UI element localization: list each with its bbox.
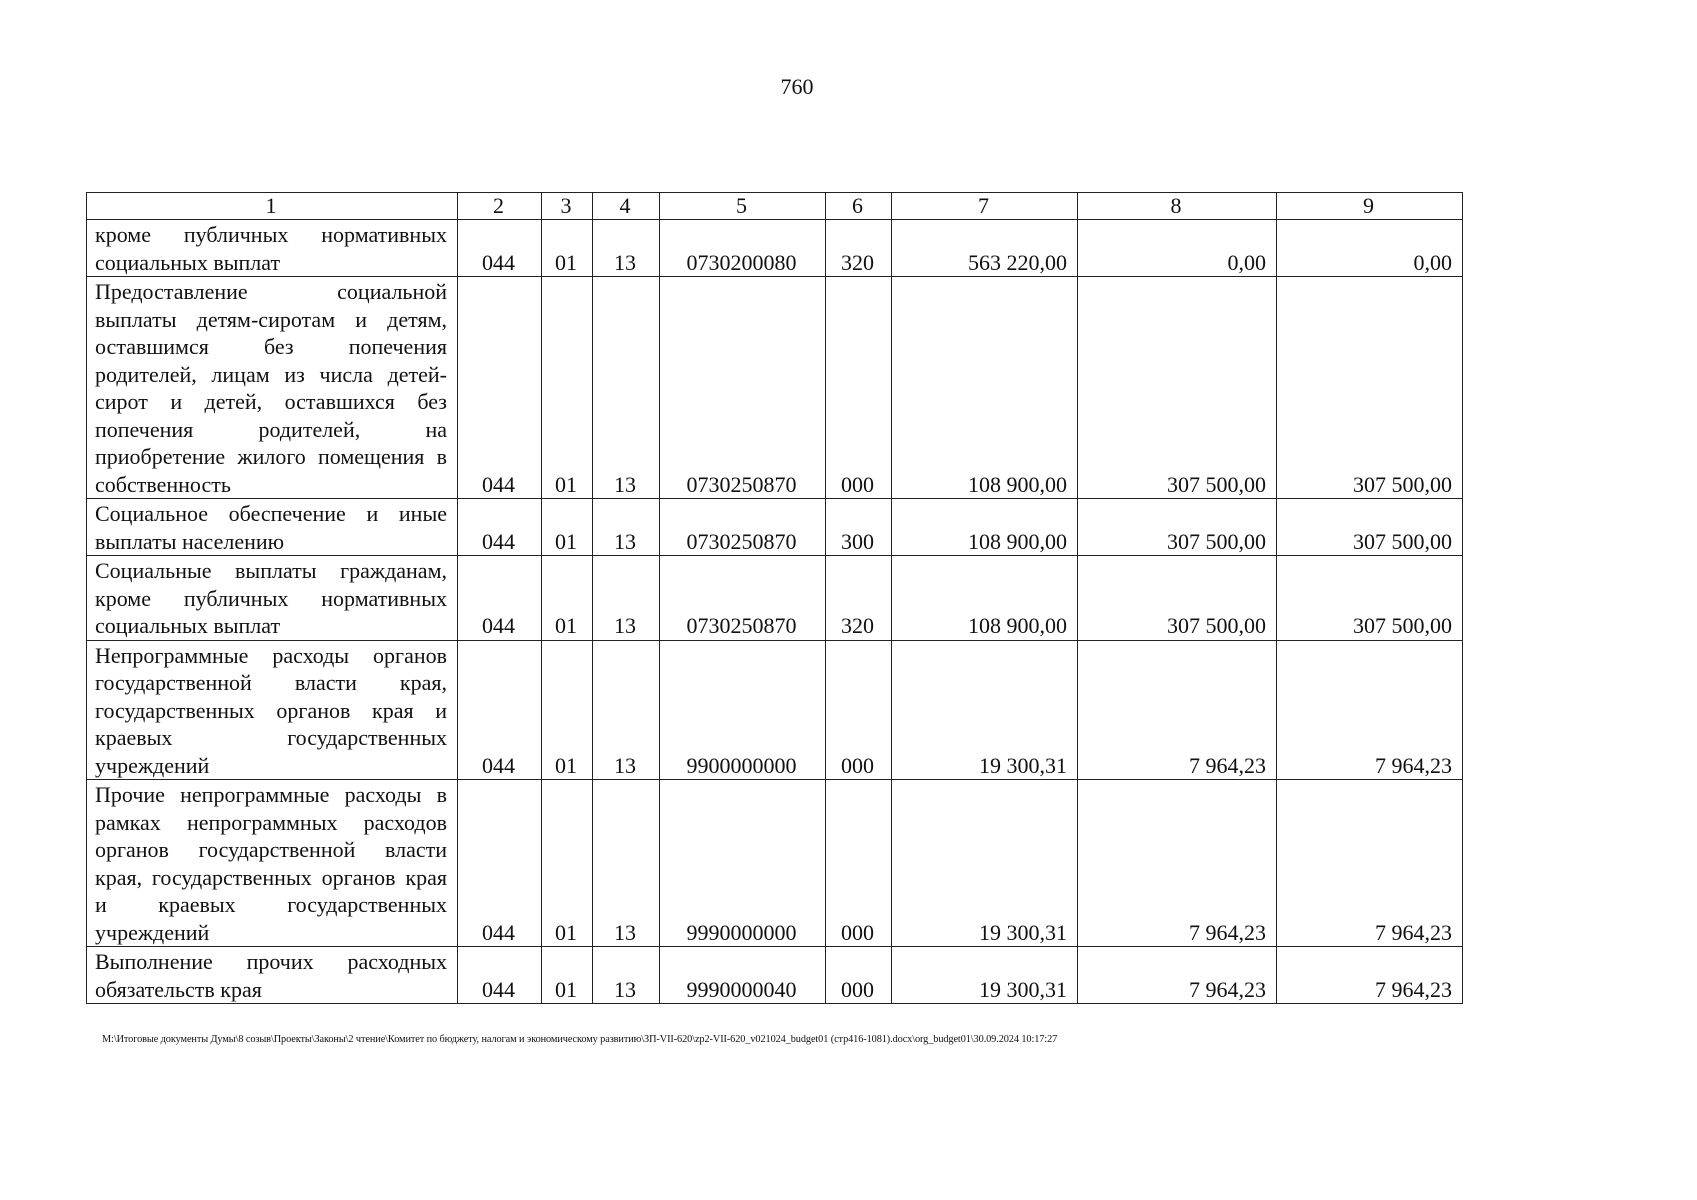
target-article-code: 0730250870 — [660, 499, 826, 556]
table-header-row — [87, 193, 1463, 220]
subsection-code: 13 — [593, 947, 660, 1004]
expense-type-code: 300 — [826, 499, 892, 556]
amount-col8: 7 964,23 — [1078, 947, 1277, 1004]
amount-col7: 19 300,31 — [892, 947, 1078, 1004]
column-header: 8 — [1078, 193, 1277, 220]
page-number: 760 — [780, 74, 814, 99]
table-row — [87, 277, 1463, 499]
amount-col7: 19 300,31 — [892, 780, 1078, 947]
column-header: 9 — [1277, 193, 1463, 220]
expense-type-code: 000 — [826, 780, 892, 947]
row-description: Социальные выплаты гражданам, кроме публичных нормативных социальных выплат — [87, 556, 458, 641]
table-row — [87, 780, 1463, 947]
section-code: 01 — [542, 947, 593, 1004]
section-code: 01 — [542, 556, 593, 641]
row-description: кроме публичных нормативных социальных выплат — [87, 220, 458, 277]
target-article-code: 9900000000 — [660, 640, 826, 780]
row-description: Предоставление социальной выплаты детям-сиротам и детям, оставшимся без попечения родителей, лицам из числа детей-сирот и детей, оставшихся без попечения родителей, на приобретение жилого помещения в собственность — [87, 277, 458, 499]
document-path-footer: M:\Итоговые документы Думы\8 созыв\Проекты\Законы\2 чтение\Комитет по бюджету, налогам и экономическому развитию\ЗП-VII-620\zp2-VII-620_v021024_budget01 (стр416-1081).docx\org_budget01\30.09.2024 10:17:27 — [102, 1034, 1058, 1045]
target-article-code: 0730250870 — [660, 277, 826, 499]
amount-col9: 7 964,23 — [1277, 640, 1463, 780]
column-header: 7 — [892, 193, 1078, 220]
table-row — [87, 499, 1463, 556]
amount-col7: 108 900,00 — [892, 277, 1078, 499]
amount-col8: 7 964,23 — [1078, 640, 1277, 780]
ministry-code: 044 — [458, 277, 542, 499]
ministry-code: 044 — [458, 556, 542, 641]
column-header: 1 — [87, 193, 458, 220]
ministry-code: 044 — [458, 499, 542, 556]
amount-col9: 7 964,23 — [1277, 947, 1463, 1004]
table-row — [87, 556, 1463, 641]
amount-col7: 108 900,00 — [892, 556, 1078, 641]
amount-col9: 7 964,23 — [1277, 780, 1463, 947]
amount-col9: 0,00 — [1277, 220, 1463, 277]
target-article-code: 0730200080 — [660, 220, 826, 277]
target-article-code: 9990000000 — [660, 780, 826, 947]
column-header: 3 — [542, 193, 593, 220]
subsection-code: 13 — [593, 277, 660, 499]
expense-type-code: 320 — [826, 556, 892, 641]
expense-type-code: 320 — [826, 220, 892, 277]
target-article-code: 0730250870 — [660, 556, 826, 641]
row-description: Социальное обеспечение и иные выплаты населению — [87, 499, 458, 556]
amount-col8: 7 964,23 — [1078, 780, 1277, 947]
amount-col8: 307 500,00 — [1078, 556, 1277, 641]
section-code: 01 — [542, 499, 593, 556]
amount-col8: 307 500,00 — [1078, 277, 1277, 499]
section-code: 01 — [542, 780, 593, 947]
ministry-code: 044 — [458, 780, 542, 947]
section-code: 01 — [542, 277, 593, 499]
amount-col7: 563 220,00 — [892, 220, 1078, 277]
amount-col7: 108 900,00 — [892, 499, 1078, 556]
subsection-code: 13 — [593, 780, 660, 947]
ministry-code: 044 — [458, 640, 542, 780]
table-row — [87, 640, 1463, 780]
table-row — [87, 947, 1463, 1004]
target-article-code: 9990000040 — [660, 947, 826, 1004]
section-code: 01 — [542, 220, 593, 277]
amount-col9: 307 500,00 — [1277, 499, 1463, 556]
subsection-code: 13 — [593, 556, 660, 641]
expense-type-code: 000 — [826, 277, 892, 499]
subsection-code: 13 — [593, 220, 660, 277]
expense-type-code: 000 — [826, 640, 892, 780]
subsection-code: 13 — [593, 640, 660, 780]
ministry-code: 044 — [458, 220, 542, 277]
section-code: 01 — [542, 640, 593, 780]
budget-table — [86, 192, 1463, 1004]
expense-type-code: 000 — [826, 947, 892, 1004]
amount-col9: 307 500,00 — [1277, 556, 1463, 641]
row-description: Непрограммные расходы органов государственной власти края, государственных органов края и краевых государственных учреждений — [87, 640, 458, 780]
table-row — [87, 220, 1463, 277]
subsection-code: 13 — [593, 499, 660, 556]
column-header: 6 — [826, 193, 892, 220]
column-header: 2 — [458, 193, 542, 220]
amount-col9: 307 500,00 — [1277, 277, 1463, 499]
ministry-code: 044 — [458, 947, 542, 1004]
amount-col8: 307 500,00 — [1078, 499, 1277, 556]
column-header: 4 — [593, 193, 660, 220]
amount-col7: 19 300,31 — [892, 640, 1078, 780]
row-description: Выполнение прочих расходных обязательств края — [87, 947, 458, 1004]
column-header: 5 — [660, 193, 826, 220]
row-description: Прочие непрограммные расходы в рамках непрограммных расходов органов государственной власти края, государственных органов края и краевых государственных учреждений — [87, 780, 458, 947]
amount-col8: 0,00 — [1078, 220, 1277, 277]
